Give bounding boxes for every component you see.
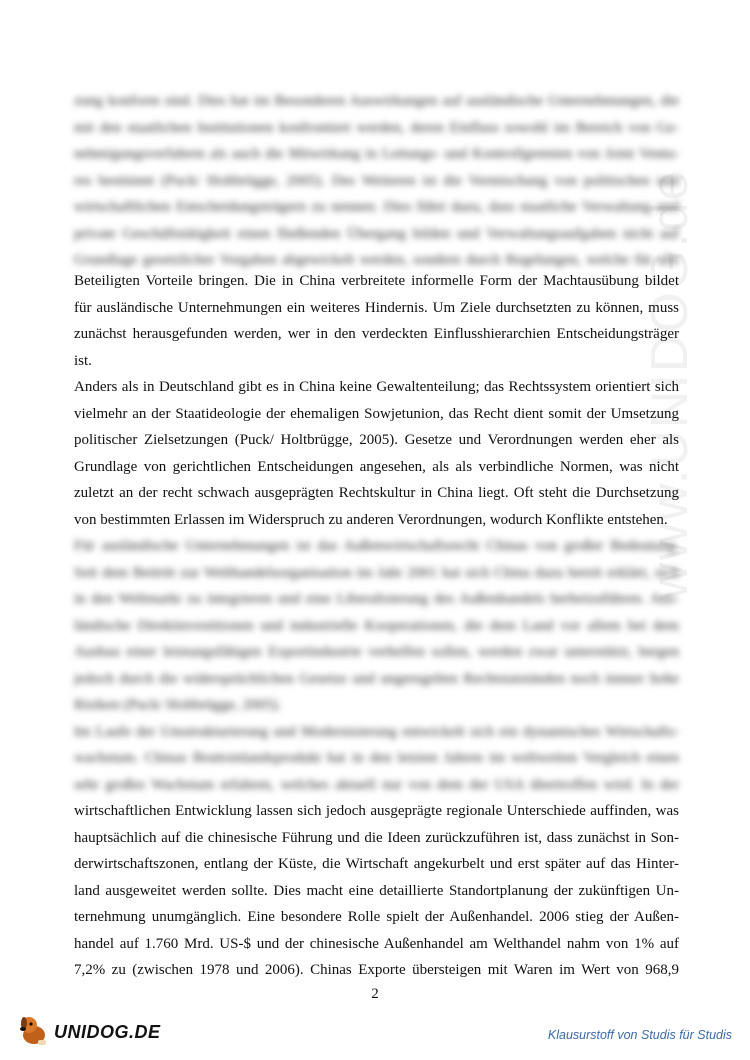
text-line: ternehmung unumgänglich. Eine besondere Rolle spielt der Außenhandel. 2006 stieg der Außen-	[74, 909, 679, 925]
paragraph-3	[74, 798, 679, 984]
text-line: Seit dem Beitritt zur Welthandelsorganisation im Jahr 2001 hat sich China dazu bereit erklärt, sich	[74, 564, 679, 581]
blurred-paragraph-middle	[74, 533, 679, 798]
text-line: Grundlage von gerichtlichen Entscheidungen angesehen, als als verbindliche Normen, was nicht	[74, 458, 679, 475]
dog-icon	[18, 1010, 58, 1050]
text-line: von bestimmten Erlassen im Widerspruch zu anderen Verordnungen, wodurch Konflikte entstehen.	[74, 511, 668, 528]
text-line: in den Weltmarkt zu integrieren und eine Liberalisierung des Außenhandels herbeizuführen. Aus-	[74, 591, 679, 607]
unidog-logo[interactable]	[18, 1010, 168, 1050]
paragraph-1	[74, 268, 679, 374]
text-line: handel auf 1.760 Mrd. US-$ und der chinesische Außenhandel am Welthandel nahm von 1% auf	[74, 935, 679, 952]
watermark-text: www.UNIDOG.de	[641, 169, 699, 600]
text-line: sehr großes Wachstum erfahren, welches aktuell nur von dem der USA übertroffen wird. In der	[74, 776, 679, 793]
paragraph-2	[74, 374, 679, 533]
text-line: für ausländische Unternehmungen ein weiteres Hindernis. Um Ziele durchsetzten zu können, muss	[74, 299, 679, 316]
text-line: zuletzt an der recht schwach ausgeprägten Rechtskultur in China liegt. Oft steht die Durchsetzung	[74, 485, 679, 501]
text-line: Ausbau einer leistungsfähigen Exportindustrie verhelfen sollen, werden zwar unterstützt, bergen	[74, 644, 679, 660]
text-line: zunächst herausgefunden werden, wer in den verdeckten Einflusshierarchien Entscheidungsträger	[74, 326, 679, 342]
text-line: Beteiligten Vorteile bringen. Die in China verbreitete informelle Form der Machtausübung bildet	[74, 273, 679, 289]
text-line: nehmigungsverfahren als auch die Mitwirkung in Leitungs- und Kontrollgremien von Joint Ventu-	[74, 146, 679, 162]
text-line: vielmehr an der Staatideologie der ehemaligen Sowjetunion, das Recht dient somit der Umsetzung	[74, 405, 679, 422]
text-line: ländische Direktinvestitionen und industrielle Kooperationen, die dem Land vor allem bei dem	[74, 617, 679, 634]
blurred-paragraph-top	[74, 88, 679, 274]
logo-wordmark: UNIDOG.DE	[54, 1022, 161, 1042]
text-line: politischer Zielsetzungen (Puck/ Holtbrügge, 2005). Gesetze und Verordnungen werden eher als	[74, 432, 679, 448]
text-line: Risiken (Puck/ Holtbrügge, 2005).	[74, 697, 282, 713]
page-number: 2	[371, 986, 379, 1002]
text-line: private Geschäftstätigkeit einen fließenden Übergang bilden und Verwaltungsaufgaben nicht auf	[74, 225, 679, 242]
text-line: land ausgeweitet werden sollte. Dies macht eine detaillierte Standortplanung der zukünftigen Un-	[74, 882, 679, 899]
text-line: wachstum. Chinas Bruttoinlandsprodukt hat in den letzten Jahren im weltweiten Vergleich einen	[74, 750, 679, 766]
text-line: wirtschaftlichen Entwicklung lassen sich jedoch ausgeprägte regionale Unterschiede auffinden, was	[74, 803, 679, 819]
text-line: wirtschaftlichen Entscheidungsträgern zu nennen. Dies führt dazu, dass staatliche Verwaltung und	[74, 199, 679, 215]
text-line: ist.	[74, 352, 92, 369]
text-line: zung konform sind. Dies hat im Besonderen Auswirkungen auf ausländische Unternehmungen, die	[74, 93, 679, 109]
footer-tagline: Klausurstoff von Studis für Studis	[547, 1028, 732, 1042]
text-line: Grundlage gesetzlicher Vorgaben abgewickelt werden, sondern durch Regelungen, welche für alle	[74, 252, 679, 268]
text-line: 7,2% zu (zwischen 1978 und 2006). Chinas Exporte übersteigen mit Waren im Wert von 968,9	[74, 962, 679, 978]
text-line: res bestimmt (Puck/ Holtbrügge, 2005). Des Weiteren ist die Vermischung von politischen und	[74, 172, 679, 189]
text-line: Im Laufe der Umstrukturierung und Modernisierung entwickelt sich ein dynamisches Wirtschafts-	[74, 723, 679, 740]
text-line: derwirtschaftszonen, entlang der Küste, die Wirtschaft angekurbelt und erst später auf das Hinter-	[74, 856, 679, 872]
text-line: Für ausländische Unternehmungen ist das Außenwirtschaftsrecht Chinas von großer Bedeutung.	[74, 538, 679, 554]
text-line: hauptsächlich auf die chinesische Führung und die Ideen zurückzuführen ist, dass zunächst in Son-	[74, 829, 679, 846]
text-line: jedoch durch die widersprüchlichen Gesetze und ungeregelten Rechtstatständen noch immer hohe	[74, 670, 679, 687]
text-line: Anders als in Deutschland gibt es in China keine Gewaltenteilung; das Rechtssystem orientiert sich	[74, 379, 679, 395]
text-line: mit den staatlichen Institutionen konfrontiert werden, deren Einfluss sowohl im Bereich von Ge-	[74, 119, 679, 136]
